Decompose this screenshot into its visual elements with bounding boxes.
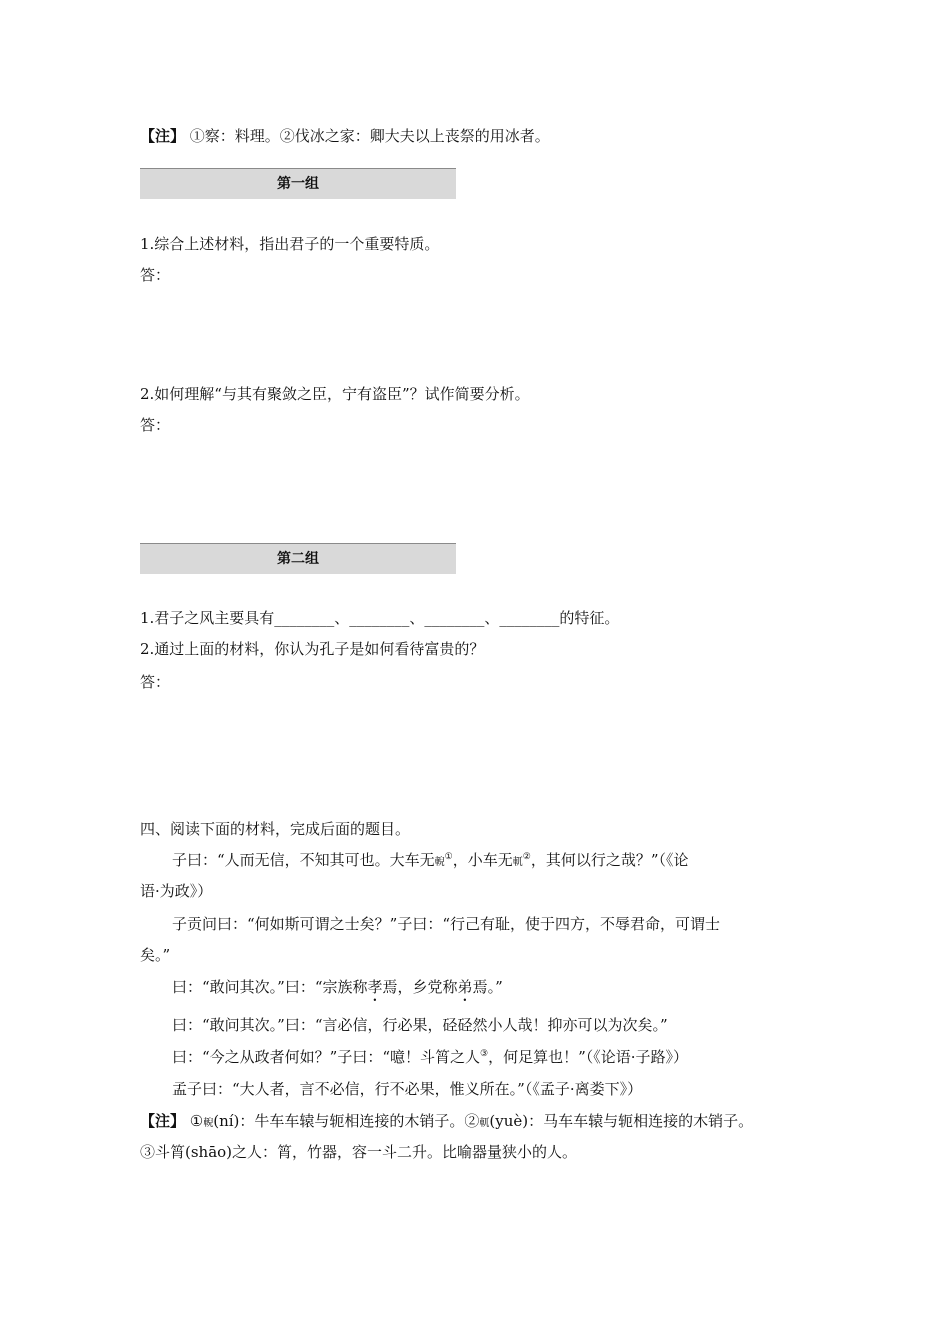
note-2-line-1 [140,1111,753,1134]
passage-1-line-2: 语·为政》） [140,882,213,900]
note-2-line-2: ③斗筲(shāo)之人：筲，竹器，容一斗二升。比喻器量狭小的人。 [140,1143,578,1161]
emphasis-char-1: 孝 [367,978,383,996]
passage-3-text-c: 焉。” [472,978,503,996]
passage-5-text-b: ，何足算也！”（《论语·子路》） [488,1048,689,1066]
passage-1-text-b: ，小车无 [452,851,513,869]
note-2-text-b: (ní)：牛车车辕与轭相连接的木销子。② [213,1112,480,1130]
note-2-rare-char-1: 輗 [203,1118,214,1129]
passage-1-text-c: ，其何以行之哉？”（《论 [530,851,689,869]
group-two-question-2: 2.通过上面的材料，你认为孔子是如何看待富贵的？ [140,640,485,658]
passage-4-line: 曰：“敢问其次。”曰：“言必信，行必果，硁硁然小人哉！抑亦可以为次矣。” [172,1016,668,1034]
passage-3-text-b: 焉，乡党称 [382,978,458,996]
note-label: 【注】 [140,127,186,145]
group-one-header: 第一组 [140,168,456,199]
group-one-answer-2-label: 答： [140,416,171,434]
passage-3-line [172,977,503,1005]
passage-1-rare-char-2: 軏 [512,857,523,868]
passage-5-line [172,1047,688,1067]
passage-3-text-a: 曰：“敢问其次。”曰：“宗族称 [172,978,368,996]
passage-5-text-a: 曰：“今之从政者何如？”子曰：“噫！斗筲之人 [172,1048,481,1066]
group-one-answer-1-label: 答： [140,266,171,284]
emphasis-char-2: 弟 [457,978,473,996]
note-2-label: 【注】 [140,1112,186,1130]
passage-1-text-a: 子曰：“人而无信，不知其可也。大车无 [172,851,435,869]
footnote-ref-3: ③ [480,1049,489,1059]
group-two-answer-2-label: 答： [140,673,171,691]
passage-2-line-1: 子贡问曰：“何如斯可谓之士矣？”子曰：“行己有耻，使于四方，不辱君命，可谓士 [172,915,721,933]
passage-6-line: 孟子曰：“大人者，言不必信，行不必果，惟义所在。”（《孟子·离娄下》） [172,1080,643,1098]
group-one-question-2: 2.如何理解“与其有聚敛之臣，宁有盗臣”？试作简要分析。 [140,385,530,403]
passage-1-rare-char-1: 輗 [434,857,445,868]
note-line-1 [140,126,550,146]
footnote-ref-2: ② [522,852,531,862]
group-two-question-1: 1.君子之风主要具有________、________、________、________的特征。 [140,609,620,627]
footnote-ref-1: ① [444,852,453,862]
group-two-header: 第二组 [140,543,456,574]
note-2-text-a: ① [189,1112,204,1130]
passage-2-line-2: 矣。” [140,946,171,964]
note-text: ①察：料理。②伐冰之家：卿大夫以上丧祭的用冰者。 [189,127,550,145]
group-one-question-1: 1.综合上述材料，指出君子的一个重要特质。 [140,235,440,253]
note-2-rare-char-2: 軏 [479,1118,490,1129]
passage-1-line-1 [172,850,689,873]
note-2-text-c: (yuè)：马车车辕与轭相连接的木销子。 [489,1112,754,1130]
section-four-heading: 四、阅读下面的材料，完成后面的题目。 [140,820,411,838]
